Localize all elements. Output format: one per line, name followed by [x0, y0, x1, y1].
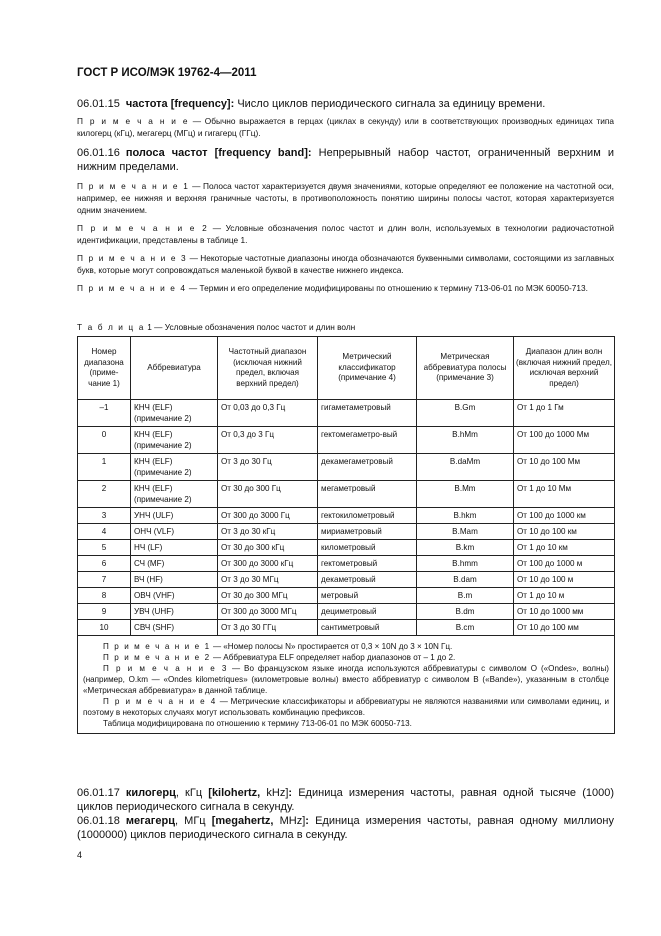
cell-metric-abbreviation: B.hmm	[417, 556, 514, 572]
cell-band-number: –1	[78, 400, 131, 427]
cell-metric-abbreviation: B.hMm	[417, 427, 514, 454]
table-row	[78, 524, 615, 540]
cell-abbreviation: ВЧ (HF)	[131, 572, 218, 588]
note-text: — Условные обозначения полос частот и длин волн, используемых в технологии радиочастотной идентификации, представлены в таблице 1.	[77, 223, 614, 245]
cell-metric-classifier: декаметровый	[318, 572, 417, 588]
table-note-2	[83, 652, 609, 663]
cell-frequency-range: От 300 до 3000 МГц	[218, 604, 318, 620]
cell-abbreviation: НЧ (LF)	[131, 540, 218, 556]
table-note-3	[83, 663, 609, 696]
term-frequency-note	[77, 115, 614, 139]
header-abbreviation: Аббревиатура	[131, 337, 218, 400]
cell-wavelength-range: От 100 до 1000 км	[514, 508, 615, 524]
cell-wavelength-range: От 1 до 1 Гм	[514, 400, 615, 427]
cell-metric-abbreviation: B.daMm	[417, 454, 514, 481]
cell-abbreviation: КНЧ (ELF) (примечание 2)	[131, 400, 218, 427]
cell-wavelength-range: От 10 до 100 мм	[514, 620, 615, 636]
table-caption-label: Т а б л и ц а	[77, 322, 145, 332]
term-kilohertz	[77, 786, 614, 814]
table-row	[78, 540, 615, 556]
table-row	[78, 400, 615, 427]
cell-metric-abbreviation: B.cm	[417, 620, 514, 636]
cell-wavelength-range: От 1 до 10 м	[514, 588, 615, 604]
cell-band-number: 3	[78, 508, 131, 524]
table-note-1	[83, 641, 609, 652]
frequency-bands-table	[77, 336, 615, 734]
note-label: П р и м е ч а н и е 4	[103, 697, 217, 706]
cell-metric-classifier: сантиметровый	[318, 620, 417, 636]
term-symbol: , МГц	[174, 815, 212, 827]
table-caption	[77, 322, 355, 332]
cell-abbreviation: УВЧ (UHF)	[131, 604, 218, 620]
table-row	[78, 588, 615, 604]
cell-abbreviation: УНЧ (ULF)	[131, 508, 218, 524]
table-row	[78, 454, 615, 481]
table-body	[78, 400, 615, 636]
term-number: 06.01.16	[77, 147, 120, 159]
cell-metric-abbreviation: B.km	[417, 540, 514, 556]
note-label: П р и м е ч а н и е 3	[103, 664, 228, 673]
band-note-4	[77, 282, 614, 294]
note-text: — Некоторые частотные диапазоны иногда обозначаются буквенными символами, состоящими из заглавных букв, которые могут сопровождаться маленькой буквой в качестве нижнего индекса.	[77, 253, 614, 275]
table-header-row	[78, 337, 615, 400]
cell-band-number: 5	[78, 540, 131, 556]
note-text: — Аббревиатура ELF определяет набор диапазонов от – 1 до 2.	[210, 653, 456, 662]
cell-frequency-range: От 30 до 300 МГц	[218, 588, 318, 604]
table-row	[78, 572, 615, 588]
cell-band-number: 6	[78, 556, 131, 572]
band-note-3	[77, 252, 614, 276]
note-text: Таблица модифицирована по отношению к термину 713-06-01 по МЭК 60050-713.	[103, 719, 412, 728]
cell-frequency-range: От 3 до 30 ГГц	[218, 620, 318, 636]
note-label: П р и м е ч а н и е 4	[77, 283, 187, 293]
term-name: полоса частот [frequency band]:	[125, 147, 312, 159]
note-text: — Метрические классификаторы и аббревиатуры не являются названиями или символами единиц, и поэтому в некоторых случаях могут использовать комбинацию префиксов.	[83, 697, 609, 717]
cell-metric-classifier: мириаметровый	[318, 524, 417, 540]
cell-wavelength-range: От 100 до 1000 Мм	[514, 427, 615, 454]
cell-frequency-range: От 3 до 30 кГц	[218, 524, 318, 540]
note-label: П р и м е ч а н и е 1	[103, 642, 211, 651]
cell-frequency-range: От 3 до 30 Гц	[218, 454, 318, 481]
term-symbol-en: kHz]	[260, 787, 289, 799]
table-note-4	[83, 696, 609, 718]
term-definition: Единица измерения частоты, равная одной тысяче (1000) циклов периодического сигнала в секунду.	[77, 787, 614, 813]
cell-wavelength-range: От 10 до 100 км	[514, 524, 615, 540]
term-number: 06.01.15	[77, 98, 120, 110]
cell-metric-classifier: гектокилометровый	[318, 508, 417, 524]
term-name-en: [kilohertz,	[208, 787, 261, 799]
term-megahertz	[77, 814, 614, 842]
cell-metric-abbreviation: B.Gm	[417, 400, 514, 427]
cell-abbreviation: СЧ (MF)	[131, 556, 218, 572]
term-symbol-en: MHz]	[273, 815, 306, 827]
table-notes	[78, 636, 615, 734]
term-name: мегагерц	[125, 815, 175, 827]
term-symbol: , кГц	[175, 787, 209, 799]
table-modification-note	[83, 718, 609, 729]
cell-frequency-range: От 30 до 300 кГц	[218, 540, 318, 556]
cell-frequency-range: От 300 до 3000 кГц	[218, 556, 318, 572]
cell-frequency-range: От 3 до 30 МГц	[218, 572, 318, 588]
note-text: — Полоса частот характеризуется двумя значениями, которые определяют ее положение на частотной оси, например, ее нижняя и верхняя граничные частоты, в противоположность понятию ширины полосы частот, которая характеризуется одним значением.	[77, 181, 614, 215]
cell-wavelength-range: От 10 до 100 Мм	[514, 454, 615, 481]
cell-abbreviation: СВЧ (SHF)	[131, 620, 218, 636]
cell-band-number: 10	[78, 620, 131, 636]
cell-metric-classifier: километровый	[318, 540, 417, 556]
note-text: — Обычно выражается в герцах (циклах в секунду) или в соответствующих производных единицах типа килогерц (кГц), мегагерц (МГц) и гигагерц (ГГц).	[77, 116, 614, 138]
header-wavelength-range: Диапазон длин волн (включая нижний предел, исключая верхний предел)	[514, 337, 615, 400]
cell-metric-abbreviation: B.Mam	[417, 524, 514, 540]
header-metric-classifier: Метрический классификатор (примечание 4)	[318, 337, 417, 400]
cell-band-number: 1	[78, 454, 131, 481]
note-label: П р и м е ч а н и е 1	[77, 181, 190, 191]
term-number: 06.01.17	[77, 787, 120, 799]
cell-abbreviation: КНЧ (ELF) (примечание 2)	[131, 481, 218, 508]
table-row	[78, 620, 615, 636]
cell-metric-abbreviation: B.hkm	[417, 508, 514, 524]
cell-frequency-range: От 300 до 3000 Гц	[218, 508, 318, 524]
term-name-en: [megahertz,	[211, 815, 274, 827]
term-name: килогерц	[125, 787, 176, 799]
term-name: частота [frequency]:	[125, 98, 235, 110]
note-label: П р и м е ч а н и е 2	[77, 223, 209, 233]
term-number: 06.01.18	[77, 815, 120, 827]
cell-wavelength-range: От 100 до 1000 м	[514, 556, 615, 572]
table-notes-row	[78, 636, 615, 734]
cell-frequency-range: От 30 до 300 Гц	[218, 481, 318, 508]
note-text: — Термин и его определение модифицированы по отношению к термину 713-06-01 по МЭК 60050-713.	[186, 283, 588, 293]
note-text: — Во французском языке иногда используются аббревиатуры с символом O («Ondes», волны) (например, O.km — «Ondes kilometriques» (километровые волны) вместо аббревиатур с символом B («Bande»), указанным в столбце «Метрическая аббревиатура» в данной таблице.	[83, 664, 609, 695]
cell-metric-classifier: дециметровый	[318, 604, 417, 620]
cell-band-number: 8	[78, 588, 131, 604]
cell-abbreviation: ОНЧ (VLF)	[131, 524, 218, 540]
cell-wavelength-range: От 1 до 10 км	[514, 540, 615, 556]
page-number: 4	[77, 850, 83, 860]
note-label: П р и м е ч а н и е	[77, 116, 190, 126]
cell-band-number: 4	[78, 524, 131, 540]
band-note-2	[77, 222, 614, 246]
note-label: П р и м е ч а н и е 3	[77, 253, 188, 263]
note-label: П р и м е ч а н и е 2	[103, 653, 211, 662]
table-row	[78, 604, 615, 620]
cell-wavelength-range: От 10 до 1000 мм	[514, 604, 615, 620]
table-row	[78, 481, 615, 508]
term-definition: Единица измерения частоты, равная одному миллиону (1000000) циклов периодического сигнала в секунду.	[77, 815, 614, 841]
note-text: — «Номер полосы N» простирается от 0,3 × 10N до 3 × 10N Гц.	[210, 642, 453, 651]
table-row	[78, 508, 615, 524]
cell-band-number: 9	[78, 604, 131, 620]
cell-metric-classifier: гектомегаметро-вый	[318, 427, 417, 454]
cell-band-number: 2	[78, 481, 131, 508]
cell-metric-classifier: декамегаметровый	[318, 454, 417, 481]
term-definition: Число циклов периодического сигнала за единицу времени.	[237, 98, 546, 110]
header-frequency-range: Частотный диапазон (исключая нижний предел, включая верхний предел)	[218, 337, 318, 400]
term-frequency-band	[77, 146, 614, 174]
cell-metric-classifier: гигаметаметровый	[318, 400, 417, 427]
cell-wavelength-range: От 10 до 100 м	[514, 572, 615, 588]
cell-frequency-range: От 0,03 до 0,3 Гц	[218, 400, 318, 427]
page-header: ГОСТ Р ИСО/МЭК 19762-4—2011	[77, 67, 257, 79]
term-colon: :	[288, 787, 293, 799]
band-note-1	[77, 180, 614, 216]
cell-abbreviation: ОВЧ (VHF)	[131, 588, 218, 604]
cell-wavelength-range: От 1 до 10 Мм	[514, 481, 615, 508]
cell-metric-classifier: гектометровый	[318, 556, 417, 572]
cell-metric-abbreviation: B.dam	[417, 572, 514, 588]
cell-band-number: 0	[78, 427, 131, 454]
cell-band-number: 7	[78, 572, 131, 588]
cell-metric-abbreviation: B.Mm	[417, 481, 514, 508]
cell-metric-classifier: мегаметровый	[318, 481, 417, 508]
cell-metric-abbreviation: B.dm	[417, 604, 514, 620]
table-row	[78, 427, 615, 454]
table-caption-text: 1 — Условные обозначения полос частот и длин волн	[144, 322, 356, 332]
cell-metric-classifier: метровый	[318, 588, 417, 604]
cell-frequency-range: От 0,3 до 3 Гц	[218, 427, 318, 454]
header-band-number: Номер диапазона (приме-чание 1)	[78, 337, 131, 400]
cell-abbreviation: КНЧ (ELF) (примечание 2)	[131, 427, 218, 454]
cell-metric-abbreviation: B.m	[417, 588, 514, 604]
header-metric-abbreviation: Метрическая аббревиатура полосы (примечание 3)	[417, 337, 514, 400]
cell-abbreviation: КНЧ (ELF) (примечание 2)	[131, 454, 218, 481]
table-row	[78, 556, 615, 572]
term-colon: :	[305, 815, 309, 827]
term-definition: Непрерывный набор частот, ограниченный верхним и нижним пределами.	[77, 147, 615, 173]
term-frequency	[77, 97, 614, 111]
